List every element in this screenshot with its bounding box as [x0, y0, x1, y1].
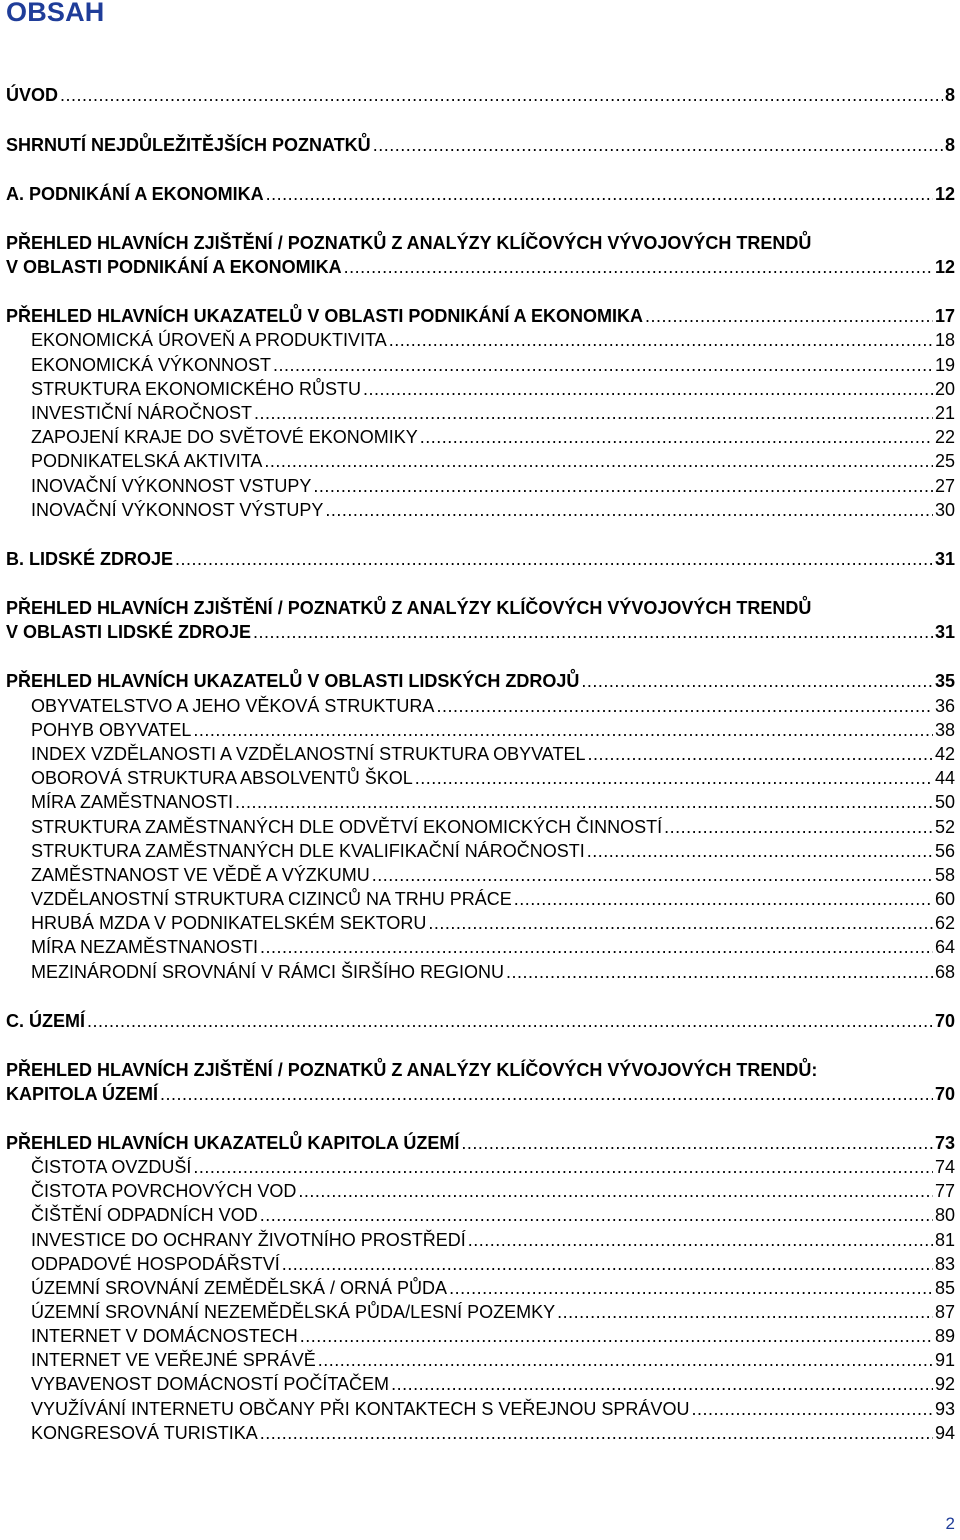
toc-entry-page: 92	[934, 1374, 955, 1394]
toc-entry-first-line: PŘEHLED HLAVNÍCH ZJIŠTĚNÍ / POZNATKŮ Z ANALÝZY KLÍČOVÝCH VÝVOJOVÝCH TRENDŮ	[6, 598, 812, 618]
toc-entry-title: KAPITOLA ÚZEMÍ	[6, 1084, 158, 1104]
toc-dot-leader	[235, 790, 933, 814]
toc-entry-title: INDEX VZDĚLANOSTI A VZDĚLANOSTNÍ STRUKTURA OBYVATEL	[31, 744, 586, 764]
toc-entry-page: 74	[934, 1157, 955, 1177]
toc-entry-title: STRUKTURA ZAMĚSTNANÝCH DLE ODVĚTVÍ EKONOMICKÝCH ČINNOSTÍ	[31, 817, 663, 837]
toc-entry-page: 85	[934, 1278, 955, 1298]
toc-entry-page: 60	[934, 889, 955, 909]
toc-entry-title: ČIŠTĚNÍ ODPADNÍCH VOD	[31, 1205, 258, 1225]
toc-dot-leader	[60, 83, 943, 107]
toc-dot-leader	[313, 474, 933, 498]
toc-dot-leader	[260, 1421, 933, 1445]
toc-entry-title: C. ÚZEMÍ	[6, 1011, 85, 1031]
toc-entry-title: MÍRA ZAMĚSTNANOSTI	[31, 792, 234, 812]
toc-entry-page: 27	[934, 476, 955, 496]
toc-subsection-entry[interactable]	[31, 911, 955, 935]
toc-dot-leader	[581, 669, 933, 693]
toc-dot-leader	[253, 620, 933, 644]
toc-section-entry[interactable]	[6, 182, 955, 206]
toc-entry-page: 38	[934, 720, 955, 740]
toc-entry-title: V OBLASTI LIDSKÉ ZDROJE	[6, 622, 252, 642]
toc-entry-page: 31	[934, 549, 955, 569]
toc-dot-leader	[506, 960, 933, 984]
toc-subsection-entry[interactable]	[31, 863, 955, 887]
toc-entry-title: ČISTOTA OVZDUŠÍ	[31, 1157, 192, 1177]
toc-dot-leader	[436, 694, 933, 718]
toc-dot-leader	[468, 1228, 933, 1252]
toc-section-entry[interactable]	[6, 1131, 955, 1155]
toc-section-entry[interactable]	[6, 669, 955, 693]
toc-entry-page: 20	[934, 379, 955, 399]
toc-entry-title: OBYVATELSTVO A JEHO VĚKOVÁ STRUKTURA	[31, 696, 435, 716]
toc-entry-page: 56	[934, 841, 955, 861]
toc-entry-title: OBOROVÁ STRUKTURA ABSOLVENTŮ ŠKOL	[31, 768, 413, 788]
toc-subsection-entry[interactable]	[31, 1372, 955, 1396]
toc-dot-leader	[415, 766, 933, 790]
toc-entry-title: ÚZEMNÍ SROVNÁNÍ NEZEMĚDĚLSKÁ PŮDA/LESNÍ POZEMKY	[31, 1302, 556, 1322]
toc-subsection-entry[interactable]	[31, 935, 955, 959]
toc-subsection-entry[interactable]	[31, 694, 955, 718]
toc-dot-leader	[298, 1179, 933, 1203]
toc-dot-leader	[300, 1324, 933, 1348]
toc-entry-title: ZAMĚSTNANOST VE VĚDĚ A VÝZKUMU	[31, 865, 370, 885]
toc-entry-page: 87	[934, 1302, 955, 1322]
toc-entry-title: PODNIKATELSKÁ AKTIVITA	[31, 451, 263, 471]
toc-dot-leader	[282, 1252, 933, 1276]
toc-dot-leader	[428, 911, 933, 935]
toc-entry-title: INVESTIČNÍ NÁROČNOST	[31, 403, 253, 423]
toc-entry-page: 93	[934, 1399, 955, 1419]
toc-entry-title: INOVAČNÍ VÝKONNOST VSTUPY	[31, 476, 312, 496]
toc-subsection-entry[interactable]	[31, 1348, 955, 1372]
toc-subsection-entry[interactable]	[31, 1179, 955, 1203]
toc-section-entry[interactable]	[6, 1082, 955, 1106]
toc-entry-page: 50	[934, 792, 955, 812]
toc-dot-leader	[260, 935, 933, 959]
toc-entry-title: STRUKTURA EKONOMICKÉHO RŮSTU	[31, 379, 362, 399]
toc-dot-leader	[363, 377, 933, 401]
toc-section-entry[interactable]	[6, 304, 955, 328]
toc-entry-page: 91	[934, 1350, 955, 1370]
toc-subsection-entry[interactable]	[31, 353, 955, 377]
toc-entry-page: 19	[934, 355, 955, 375]
toc-subsection-entry[interactable]	[31, 1421, 955, 1445]
toc-subsection-entry[interactable]	[31, 1252, 955, 1276]
toc-entry-title: PŘEHLED HLAVNÍCH UKAZATELŮ V OBLASTI LIDSKÝCH ZDROJŮ	[6, 671, 580, 691]
toc-entry-title: PŘEHLED HLAVNÍCH UKAZATELŮ KAPITOLA ÚZEMÍ	[6, 1133, 460, 1153]
toc-entry-title: B. LIDSKÉ ZDROJE	[6, 549, 174, 569]
toc-entry-title: SHRNUTÍ NEJDŮLEŽITĚJŠÍCH POZNATKŮ	[6, 135, 371, 155]
toc-subsection-entry[interactable]	[31, 887, 955, 911]
toc-entry-page: 77	[934, 1181, 955, 1201]
toc-subsection-entry[interactable]	[31, 742, 955, 766]
toc-subsection-entry[interactable]	[31, 1324, 955, 1348]
toc-dot-leader	[372, 863, 933, 887]
toc-entry-title: HRUBÁ MZDA V PODNIKATELSKÉM SEKTORU	[31, 913, 427, 933]
toc-entry-page: 62	[934, 913, 955, 933]
toc-dot-leader	[391, 1372, 933, 1396]
toc-entry-title: ÚVOD	[6, 85, 59, 105]
toc-section-entry[interactable]	[6, 255, 955, 279]
toc-entry-title: KONGRESOVÁ TURISTIKA	[31, 1423, 258, 1443]
toc-dot-leader	[318, 1348, 933, 1372]
toc-entry-title: VZDĚLANOSTNÍ STRUKTURA CIZINCŮ NA TRHU PRÁCE	[31, 889, 512, 909]
toc-dot-leader	[389, 328, 933, 352]
toc-entry-title: ZAPOJENÍ KRAJE DO SVĚTOVÉ EKONOMIKY	[31, 427, 418, 447]
toc-subsection-entry[interactable]	[31, 1397, 955, 1421]
toc-subsection-entry[interactable]	[31, 498, 955, 522]
toc-entry-title: MÍRA NEZAMĚSTNANOSTI	[31, 937, 259, 957]
toc-dot-leader	[664, 815, 933, 839]
toc-section-entry[interactable]	[6, 83, 955, 107]
toc-entry-page: 21	[934, 403, 955, 423]
toc-dot-leader	[449, 1276, 933, 1300]
toc-entry-page: 18	[934, 330, 955, 350]
toc-subsection-entry[interactable]	[31, 425, 955, 449]
toc-section-entry[interactable]	[6, 620, 955, 644]
toc-entry-page: 36	[934, 696, 955, 716]
toc-subsection-entry[interactable]	[31, 1300, 955, 1324]
toc-dot-leader	[514, 887, 933, 911]
toc-subsection-entry[interactable]	[31, 449, 955, 473]
toc-entry-title: V OBLASTI PODNIKÁNÍ A EKONOMIKA	[6, 257, 342, 277]
toc-entry-page: 17	[934, 306, 955, 326]
toc-entry-title: ÚZEMNÍ SROVNÁNÍ ZEMĚDĚLSKÁ / ORNÁ PŮDA	[31, 1278, 448, 1298]
toc-dot-leader	[273, 353, 933, 377]
toc-subsection-entry[interactable]	[31, 328, 955, 352]
toc-subsection-entry[interactable]	[31, 1155, 955, 1179]
toc-entry-page: 81	[934, 1230, 955, 1250]
toc-dot-leader	[254, 401, 933, 425]
toc-entry-page: 94	[934, 1423, 955, 1443]
toc-entry-title: ODPADOVÉ HOSPODÁŘSTVÍ	[31, 1254, 280, 1274]
toc-entry-page: 31	[934, 622, 955, 642]
page-number: 2	[945, 1514, 955, 1533]
toc-section-entry[interactable]	[6, 133, 955, 157]
toc-dot-leader	[260, 1203, 933, 1227]
toc-subsection-entry[interactable]	[31, 960, 955, 984]
toc-entry-first-line: PŘEHLED HLAVNÍCH ZJIŠTĚNÍ / POZNATKŮ Z ANALÝZY KLÍČOVÝCH VÝVOJOVÝCH TRENDŮ:	[6, 1060, 818, 1080]
toc-entry-title: A. PODNIKÁNÍ A EKONOMIKA	[6, 184, 264, 204]
toc-entry-title: ČISTOTA POVRCHOVÝCH VOD	[31, 1181, 297, 1201]
toc-dot-leader	[160, 1082, 933, 1106]
toc-entry-page: 44	[934, 768, 955, 788]
toc-subsection-entry[interactable]	[31, 839, 955, 863]
toc-subsection-entry[interactable]	[31, 1203, 955, 1227]
toc-dot-leader	[691, 1397, 933, 1421]
toc-subsection-entry[interactable]	[31, 377, 955, 401]
toc-entry-page: 83	[934, 1254, 955, 1274]
toc-entry-title: STRUKTURA ZAMĚSTNANÝCH DLE KVALIFIKAČNÍ NÁROČNOSTI	[31, 841, 585, 861]
toc-entry-page: 12	[934, 257, 955, 277]
toc-dot-leader	[87, 1009, 933, 1033]
toc-dot-leader	[587, 839, 933, 863]
toc-dot-leader	[193, 718, 933, 742]
toc-entry-title: VYBAVENOST DOMÁCNOSTÍ POČÍTAČEM	[31, 1374, 390, 1394]
toc-entry-first-line: PŘEHLED HLAVNÍCH ZJIŠTĚNÍ / POZNATKŮ Z ANALÝZY KLÍČOVÝCH VÝVOJOVÝCH TRENDŮ	[6, 233, 812, 253]
toc-dot-leader	[266, 182, 933, 206]
toc-subsection-entry[interactable]	[31, 766, 955, 790]
toc-dot-leader	[645, 304, 933, 328]
toc-entry-page: 42	[934, 744, 955, 764]
toc-section-entry[interactable]	[6, 1009, 955, 1033]
toc-subsection-entry[interactable]	[31, 790, 955, 814]
toc-entry-title: INOVAČNÍ VÝKONNOST VÝSTUPY	[31, 500, 324, 520]
toc-dot-leader	[175, 547, 933, 571]
toc-dot-leader	[557, 1300, 933, 1324]
toc-entry-title: EKONOMICKÁ ÚROVEŇ A PRODUKTIVITA	[31, 330, 387, 350]
toc-dot-leader	[373, 133, 943, 157]
toc-entry-page: 68	[934, 962, 955, 982]
toc-entry-page: 80	[934, 1205, 955, 1225]
toc-subsection-entry[interactable]	[31, 718, 955, 742]
toc-entry-title: INVESTICE DO OCHRANY ŽIVOTNÍHO PROSTŘEDÍ	[31, 1230, 466, 1250]
toc-dot-leader	[325, 498, 933, 522]
toc-dot-leader	[587, 742, 933, 766]
toc-entry-page: 8	[944, 85, 955, 105]
toc-entry-page: 22	[934, 427, 955, 447]
toc-dot-leader	[264, 449, 933, 473]
toc-entry-page: 52	[934, 817, 955, 837]
page-title: OBSAH	[6, 0, 105, 27]
toc-entry-page: 12	[934, 184, 955, 204]
toc-entry-title: VYUŽÍVÁNÍ INTERNETU OBČANY PŘI KONTAKTECH S VEŘEJNOU SPRÁVOU	[31, 1399, 690, 1419]
toc-dot-leader	[344, 255, 933, 279]
toc-entry-title: INTERNET V DOMÁCNOSTECH	[31, 1326, 298, 1346]
toc-entry-title: INTERNET VE VEŘEJNÉ SPRÁVĚ	[31, 1350, 316, 1370]
toc-entry-page: 73	[934, 1133, 955, 1153]
toc-dot-leader	[420, 425, 933, 449]
toc-subsection-entry[interactable]	[31, 1276, 955, 1300]
toc-entry-page: 25	[934, 451, 955, 471]
toc-dot-leader	[461, 1131, 933, 1155]
toc-section-entry[interactable]	[6, 547, 955, 571]
toc-subsection-entry[interactable]	[31, 815, 955, 839]
toc-dot-leader	[193, 1155, 933, 1179]
toc-entry-page: 70	[934, 1084, 955, 1104]
toc-entry-title: EKONOMICKÁ VÝKONNOST	[31, 355, 272, 375]
toc-entry-page: 58	[934, 865, 955, 885]
toc-entry-title: MEZINÁRODNÍ SROVNÁNÍ V RÁMCI ŠIRŠÍHO REGIONU	[31, 962, 505, 982]
toc-entry-page: 64	[934, 937, 955, 957]
toc-subsection-entry[interactable]	[31, 401, 955, 425]
toc-entry-title: PŘEHLED HLAVNÍCH UKAZATELŮ V OBLASTI PODNIKÁNÍ A EKONOMIKA	[6, 306, 643, 326]
toc-subsection-entry[interactable]	[31, 474, 955, 498]
toc-entry-page: 89	[934, 1326, 955, 1346]
toc-entry-page: 30	[934, 500, 955, 520]
toc-entry-title: POHYB OBYVATEL	[31, 720, 192, 740]
toc-subsection-entry[interactable]	[31, 1228, 955, 1252]
toc-entry-page: 8	[944, 135, 955, 155]
toc-entry-page: 70	[934, 1011, 955, 1031]
toc-entry-page: 35	[934, 671, 955, 691]
